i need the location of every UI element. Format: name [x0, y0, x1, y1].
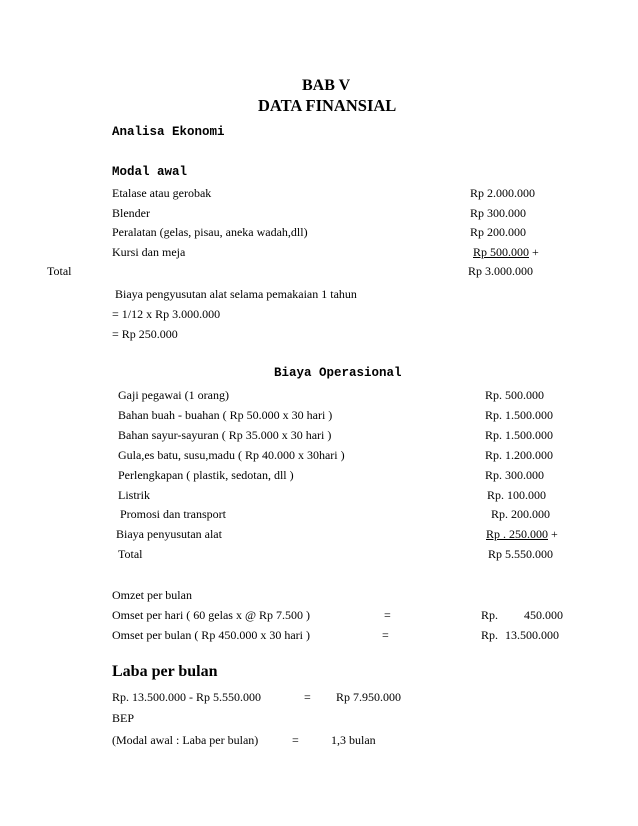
modal-awal-heading: Modal awal [112, 165, 188, 179]
laba-calc: Rp. 13.500.000 - Rp 5.550.000 [112, 690, 262, 704]
biaya-item-value: Rp. 100.000 [487, 488, 547, 502]
modal-item-value: Rp 200.000 [470, 225, 527, 239]
biaya-item-label: Gula,es batu, susu,madu ( Rp 40.000 x 30hari ) [118, 448, 345, 462]
modal-item-label: Blender [112, 206, 150, 220]
omzet-heading: Omzet per bulan [112, 588, 192, 602]
biaya-item-label: Listrik [118, 488, 150, 502]
biaya-item-value: Rp. 1.500.000 [485, 408, 554, 422]
penyusutan-line: = Rp 250.000 [112, 327, 178, 341]
modal-total-label: Total [47, 264, 72, 278]
biaya-total-label: Total [118, 547, 143, 561]
modal-item-label: Peralatan (gelas, pisau, aneka wadah,dll) [112, 225, 308, 239]
biaya-item-value: Rp . 250.000 [486, 527, 549, 541]
plus-sign: + [548, 527, 558, 541]
laba-result: Rp 7.950.000 [336, 690, 402, 704]
biaya-item-label: Gaji pegawai (1 orang) [118, 388, 229, 402]
biaya-item-label: Biaya penyusutan alat [116, 527, 222, 541]
omzet-value: 450.000 [524, 608, 563, 622]
laba-equals: = [304, 690, 311, 704]
bep-formula: (Modal awal : Laba per bulan) [112, 733, 259, 747]
modal-item-value-row [473, 245, 539, 259]
biaya-item-value-row [486, 527, 558, 541]
omzet-label: Omset per bulan ( Rp 450.000 x 30 hari ) [112, 628, 310, 642]
biaya-item-label: Bahan buah - buahan ( Rp 50.000 x 30 hari ) [118, 408, 333, 422]
biaya-item-value: Rp. 200.000 [491, 507, 551, 521]
biaya-item-value: Rp. 500.000 [485, 388, 545, 402]
bep-equals: = [292, 733, 299, 747]
biaya-item-label: Promosi dan transport [120, 507, 226, 521]
biaya-operasional-heading: Biaya Operasional [274, 366, 402, 380]
omzet-currency: Rp. [481, 608, 499, 622]
biaya-item-value: Rp. 1.500.000 [485, 428, 554, 442]
plus-sign: + [529, 245, 539, 259]
modal-item-value: Rp 300.000 [470, 206, 527, 220]
omzet-equals: = [384, 608, 391, 622]
biaya-item-value: Rp. 1.200.000 [485, 448, 554, 462]
analisa-heading: Analisa Ekonomi [112, 125, 225, 139]
omzet-currency: Rp. [481, 628, 499, 642]
modal-item-value: Rp 500.000 [473, 245, 530, 259]
omzet-label: Omset per hari ( 60 gelas x @ Rp 7.500 ) [112, 608, 311, 622]
biaya-item-label: Bahan sayur-sayuran ( Rp 35.000 x 30 hari ) [118, 428, 332, 442]
modal-item-label: Kursi dan meja [112, 245, 186, 259]
chapter-title: BAB V [302, 77, 351, 94]
biaya-item-label: Perlengkapan ( plastik, sedotan, dll ) [118, 468, 294, 482]
laba-heading: Laba per bulan [112, 663, 218, 680]
bep-heading: BEP [112, 711, 135, 725]
biaya-total-value: Rp 5.550.000 [488, 547, 554, 561]
modal-item-label: Etalase atau gerobak [112, 186, 212, 200]
omzet-value: 13.500.000 [505, 628, 559, 642]
penyusutan-line: = 1/12 x Rp 3.000.000 [112, 307, 221, 321]
bep-result: 1,3 bulan [331, 733, 376, 747]
omzet-equals: = [382, 628, 389, 642]
page-title: DATA FINANSIAL [258, 96, 397, 115]
biaya-item-value: Rp. 300.000 [485, 468, 545, 482]
modal-item-value: Rp 2.000.000 [470, 186, 536, 200]
penyusutan-line: Biaya pengyusutan alat selama pemakaian 1 tahun [115, 287, 357, 301]
modal-total-value: Rp 3.000.000 [468, 264, 534, 278]
